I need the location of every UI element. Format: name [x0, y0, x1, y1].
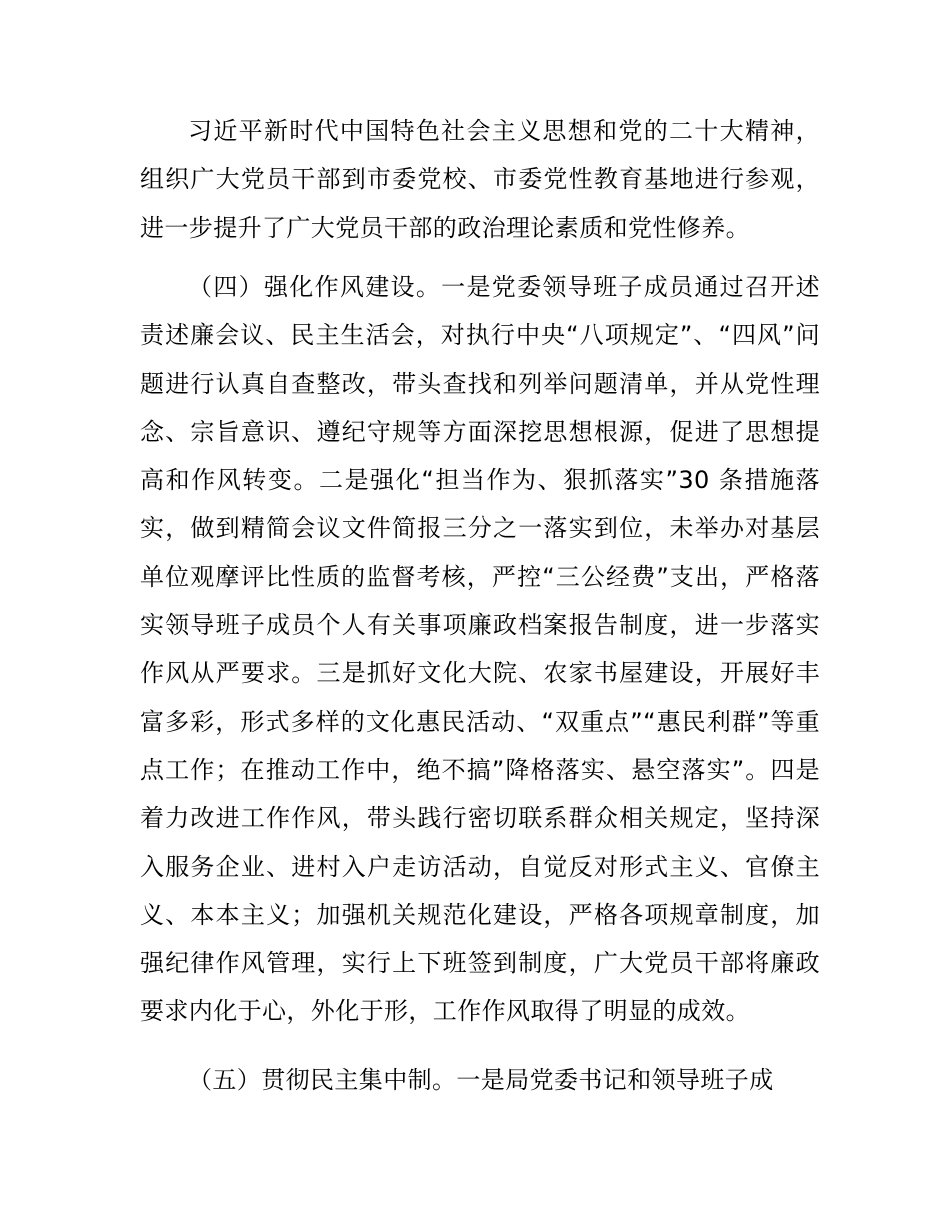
paragraph-section-5 [140, 1056, 820, 1104]
paragraph-section-4 [140, 263, 820, 1036]
text-line: 作风从严要求。三是抓好文化大院、农家书屋建设，开展好丰 [140, 659, 820, 688]
text-line: 富多彩，形式多样的文化惠民活动、“双重点”“惠民利群”等重 [140, 707, 820, 736]
text-line: 入服务企业、进村入户走访活动，自觉反对形式主义、官僚主 [140, 852, 820, 881]
text-line: 念、宗旨意识、遵纪守规等方面深挖思想根源，促进了思想提 [140, 417, 820, 446]
text-line: 习近平新时代中国特色社会主义思想和党的二十大精神， [188, 117, 820, 145]
text-line: 实领导班子成员个人有关事项廉政档案报告制度，进一步落实 [140, 611, 820, 640]
text-line: 进一步提升了广大党员干部的政治理论素质和党性修养。 [140, 213, 750, 242]
text-line: 高和作风转变。二是强化“担当作为、狠抓落实”30 条措施落 [140, 466, 820, 495]
text-line: 着力改进工作作风，带头践行密切联系群众相关规定，坚持深 [140, 804, 820, 833]
text-line: 点工作；在推动工作中，绝不搞”降格落实、悬空落实”。四是 [140, 755, 820, 784]
text-line: 责述廉会议、民主生活会，对执行中央“八项规定”、“四风”问 [140, 321, 820, 350]
text-line: 题进行认真自查整改，带头查找和列举问题清单，并从党性理 [140, 369, 820, 398]
text-line: 实，做到精简会议文件简报三分之一落实到位，未举办对基层 [140, 514, 820, 543]
text-line: 强纪律作风管理，实行上下班签到制度，广大党员干部将廉政 [140, 949, 820, 978]
paragraph-1 [140, 107, 820, 252]
section-heading-line: （四）强化作风建设。一是党委领导班子成员通过召开述 [188, 273, 820, 301]
text-line: 要求内化于心，外化于形，工作作风取得了明显的成效。 [140, 997, 750, 1026]
text-line: 单位观摩评比性质的监督考核，严控“三公经费”支出，严格落 [140, 562, 820, 591]
text-line: 义、本本主义；加强机关规范化建设，严格各项规章制度，加 [140, 900, 820, 929]
text-line: 组织广大党员干部到市委党校、市委党性教育基地进行参观， [140, 165, 820, 194]
section-heading-line: （五）贯彻民主集中制。一是局党委书记和领导班子成 [188, 1066, 774, 1094]
